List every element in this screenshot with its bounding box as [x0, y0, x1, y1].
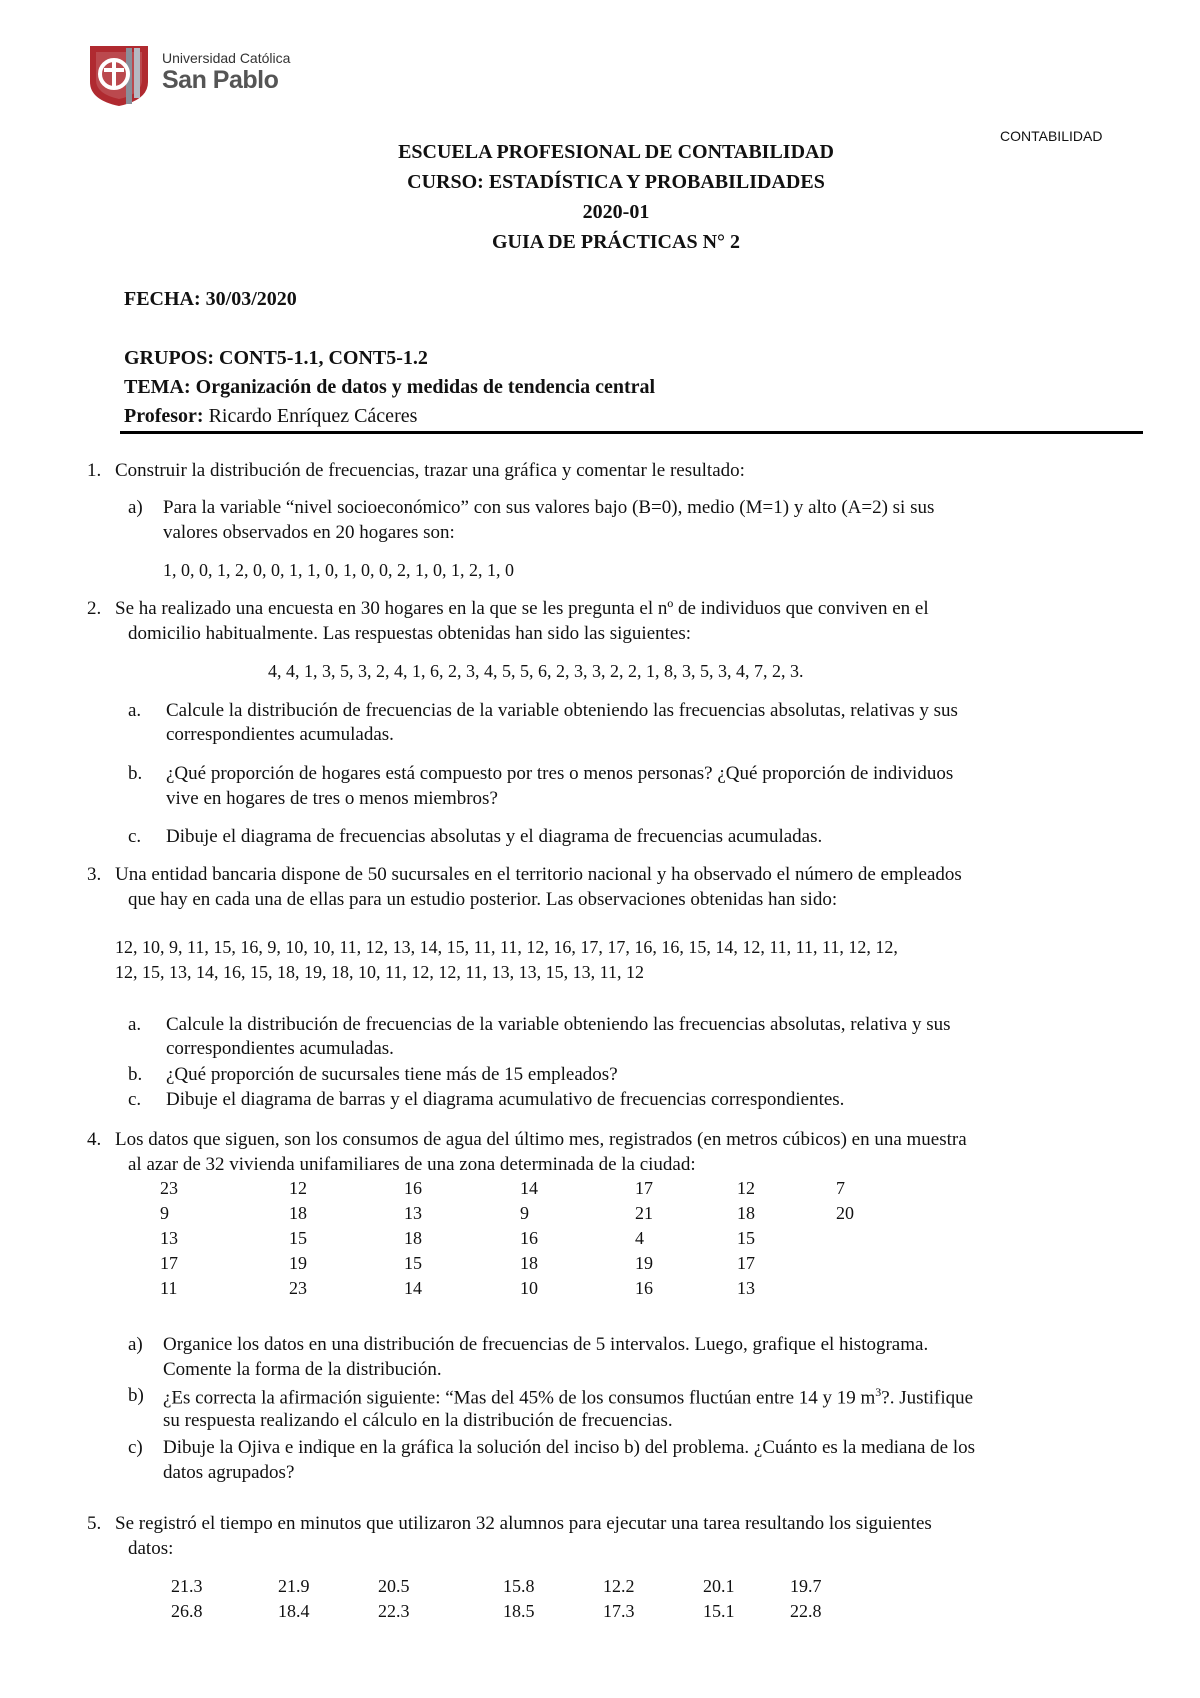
q4-table-cell: 23	[160, 1178, 178, 1198]
q4b-label: b)	[128, 1385, 144, 1406]
q5-table-cell: 15.1	[703, 1601, 735, 1621]
q2c-line1: Dibuje el diagrama de frecuencias absolutas y el diagrama de frecuencias acumuladas.	[166, 826, 823, 847]
q1-data: 1, 0, 0, 1, 2, 0, 0, 1, 1, 0, 1, 0, 0, 2, 1, 0, 1, 2, 1, 0	[163, 560, 514, 580]
q4-table-cell: 21	[635, 1203, 653, 1223]
q3-number: 3.	[87, 864, 102, 885]
q4-table-cell: 4	[635, 1228, 644, 1248]
professor-label: Profesor:	[124, 405, 204, 427]
topic-label: TEMA:	[124, 376, 191, 398]
topic-value: Organización de datos y medidas de tendencia central	[195, 376, 656, 398]
q4-table-cell: 16	[404, 1178, 422, 1198]
q2a-line2: correspondientes acumuladas.	[166, 724, 394, 745]
q4-table-cell: 17	[635, 1178, 653, 1198]
q5-table-cell: 21.9	[278, 1576, 310, 1596]
q4-table-cell: 13	[160, 1228, 178, 1248]
topic-line	[124, 376, 655, 399]
q4-table-cell: 19	[289, 1253, 307, 1273]
q4-table-cell: 17	[160, 1253, 178, 1273]
q2a-line1: Calcule la distribución de frecuencias de la variable obteniendo las frecuencias absolutas, relativas y sus	[166, 700, 958, 721]
q3a-line1: Calcule la distribución de frecuencias de la variable obteniendo las frecuencias absolutas, relativa y sus	[166, 1014, 951, 1035]
q3-data-line2: 12, 15, 13, 14, 16, 15, 18, 19, 18, 10, 11, 12, 12, 11, 13, 13, 15, 13, 11, 12	[115, 962, 644, 982]
q5-table-cell: 26.8	[171, 1601, 203, 1621]
q1a-line2: valores observados en 20 hogares son:	[163, 522, 455, 543]
q4c-line2: datos agrupados?	[163, 1462, 295, 1483]
q4c-label: c)	[128, 1437, 143, 1458]
q5-table-cell: 18.4	[278, 1601, 310, 1621]
q4-table-cell: 14	[404, 1278, 422, 1298]
q2b-line2: vive en hogares de tres o menos miembros?	[166, 788, 498, 809]
q3c-label: c.	[128, 1089, 142, 1110]
groups-line: GRUPOS: CONT5-1.1, CONT5-1.2	[124, 347, 428, 369]
professor-value: Ricardo Enríquez Cáceres	[208, 405, 418, 427]
q4c-line1: Dibuje la Ojiva e indique en la gráfica la solución del inciso b) del problema. ¿Cuánto es la mediana de los	[163, 1437, 975, 1458]
q4a-line2: Comente la forma de la distribución.	[163, 1359, 442, 1380]
course-title: CURSO: ESTADÍSTICA Y PROBABILIDADES	[407, 171, 825, 193]
q3b-line1: ¿Qué proporción de sucursales tiene más de 15 empleados?	[166, 1064, 618, 1085]
q1-number: 1.	[87, 460, 102, 481]
q4-line2: al azar de 32 vivienda unifamiliares de una zona determinada de la ciudad:	[128, 1154, 696, 1175]
q3-line2: que hay en cada una de ellas para un estudio posterior. Las observaciones obtenidas han sido:	[128, 889, 838, 910]
q4-line1: Los datos que siguen, son los consumos de agua del último mes, registrados (en metros cúbicos) en una muestra	[115, 1129, 967, 1150]
q5-table-cell: 15.8	[503, 1576, 535, 1596]
q5-table-cell: 20.1	[703, 1576, 735, 1596]
q2b-label: b.	[128, 763, 143, 784]
q3-data-line1: 12, 10, 9, 11, 15, 16, 9, 10, 10, 11, 12, 13, 14, 15, 11, 11, 12, 16, 17, 17, 16, 16, 15, 14, 12, 11, 11, 11, 12, 12,	[115, 937, 898, 957]
q3b-label: b.	[128, 1064, 143, 1085]
q2-number: 2.	[87, 598, 102, 619]
q4-table-cell: 16	[520, 1228, 538, 1248]
q4-table-cell: 10	[520, 1278, 538, 1298]
q4b-line2: su respuesta realizando el cálculo en la distribución de frecuencias.	[163, 1410, 673, 1431]
date-line: FECHA: 30/03/2020	[124, 288, 297, 310]
q4b-line1-post: ?. Justifique	[881, 1387, 974, 1409]
q4b-line1-pre: ¿Es correcta la afirmación siguiente: “Mas del 45% de los consumos fluctúan entre 14 y 19 m	[163, 1387, 876, 1409]
q4-table-cell: 17	[737, 1253, 755, 1273]
logo-university-line2: San Pablo	[162, 66, 279, 94]
q4-table-cell: 9	[520, 1203, 529, 1223]
q5-table-cell: 22.3	[378, 1601, 410, 1621]
school-title: ESCUELA PROFESIONAL DE CONTABILIDAD	[398, 141, 834, 163]
period: 2020-01	[582, 201, 650, 223]
q4-table-cell: 12	[289, 1178, 307, 1198]
q4-table-cell: 20	[836, 1203, 854, 1223]
q5-table-cell: 20.5	[378, 1576, 410, 1596]
q5-line2: datos:	[128, 1538, 174, 1559]
q4-table-cell: 15	[404, 1253, 422, 1273]
q4a-label: a)	[128, 1334, 143, 1355]
q4-table-cell: 13	[404, 1203, 422, 1223]
q2c-label: c.	[128, 826, 142, 847]
q5-table-cell: 22.8	[790, 1601, 822, 1621]
q1-text: Construir la distribución de frecuencias, trazar una gráfica y comentar le resultado:	[115, 460, 745, 481]
q4-table-cell: 16	[635, 1278, 653, 1298]
q3a-label: a.	[128, 1014, 142, 1035]
q3a-line2: correspondientes acumuladas.	[166, 1038, 394, 1059]
q2-data: 4, 4, 1, 3, 5, 3, 2, 4, 1, 6, 2, 3, 4, 5, 5, 6, 2, 3, 3, 2, 2, 1, 8, 3, 5, 3, 4, 7, 2, 3.	[268, 661, 804, 681]
q5-table-cell: 19.7	[790, 1576, 822, 1596]
q5-number: 5.	[87, 1513, 102, 1534]
corner-label: CONTABILIDAD	[1000, 128, 1103, 144]
q2-line2: domicilio habitualmente. Las respuestas obtenidas han sido las siguientes:	[128, 623, 692, 644]
q1a-label: a)	[128, 497, 143, 518]
q4-table-cell: 15	[737, 1228, 755, 1248]
q4-table-cell: 9	[160, 1203, 169, 1223]
q4a-line1: Organice los datos en una distribución de frecuencias de 5 intervalos. Luego, grafique el histograma.	[163, 1334, 929, 1355]
q4-table-cell: 11	[160, 1278, 178, 1298]
professor-line	[124, 405, 417, 428]
q4-table-cell: 12	[737, 1178, 755, 1198]
q2-line1: Se ha realizado una encuesta en 30 hogares en la que se les pregunta el nº de individuos que conviven en el	[115, 598, 929, 619]
q5-table-cell: 12.2	[603, 1576, 635, 1596]
q4-table-cell: 18	[289, 1203, 307, 1223]
logo-university-line1: Universidad Católica	[162, 50, 291, 66]
q4-table-cell: 19	[635, 1253, 653, 1273]
q5-table-cell: 21.3	[171, 1576, 203, 1596]
q3-line1: Una entidad bancaria dispone de 50 sucursales en el territorio nacional y ha observado el número de empleados	[115, 864, 962, 885]
q3c-line1: Dibuje el diagrama de barras y el diagrama acumulativo de frecuencias correspondientes.	[166, 1089, 845, 1110]
university-shield-icon	[86, 42, 152, 108]
q4-number: 4.	[87, 1129, 102, 1150]
q4-table-cell: 13	[737, 1278, 755, 1298]
q4b-line1	[163, 1385, 973, 1409]
q4-table-cell: 18	[737, 1203, 755, 1223]
guide-title: GUIA DE PRÁCTICAS N° 2	[491, 231, 741, 253]
q2a-label: a.	[128, 700, 142, 721]
q5-table-cell: 17.3	[603, 1601, 635, 1621]
q4-table-cell: 15	[289, 1228, 307, 1248]
q4-table-cell: 18	[404, 1228, 422, 1248]
q5-line1: Se registró el tiempo en minutos que utilizaron 32 alumnos para ejecutar una tarea resultando los siguientes	[115, 1513, 932, 1534]
university-logo	[86, 42, 296, 108]
q4b-superscript: 3	[875, 1385, 882, 1399]
q4-table-cell: 18	[520, 1253, 538, 1273]
q1a-line1: Para la variable “nivel socioeconómico” con sus valores bajo (B=0), medio (M=1) y alto (A=2) si sus	[163, 497, 935, 518]
q2b-line1: ¿Qué proporción de hogares está compuesto por tres o menos personas? ¿Qué proporción de individuos	[166, 763, 954, 784]
q5-table-cell: 18.5	[503, 1601, 535, 1621]
header-divider	[120, 431, 1143, 434]
q4-table-cell: 23	[289, 1278, 307, 1298]
q4-table-cell: 7	[836, 1178, 845, 1198]
q4-table-cell: 14	[520, 1178, 538, 1198]
